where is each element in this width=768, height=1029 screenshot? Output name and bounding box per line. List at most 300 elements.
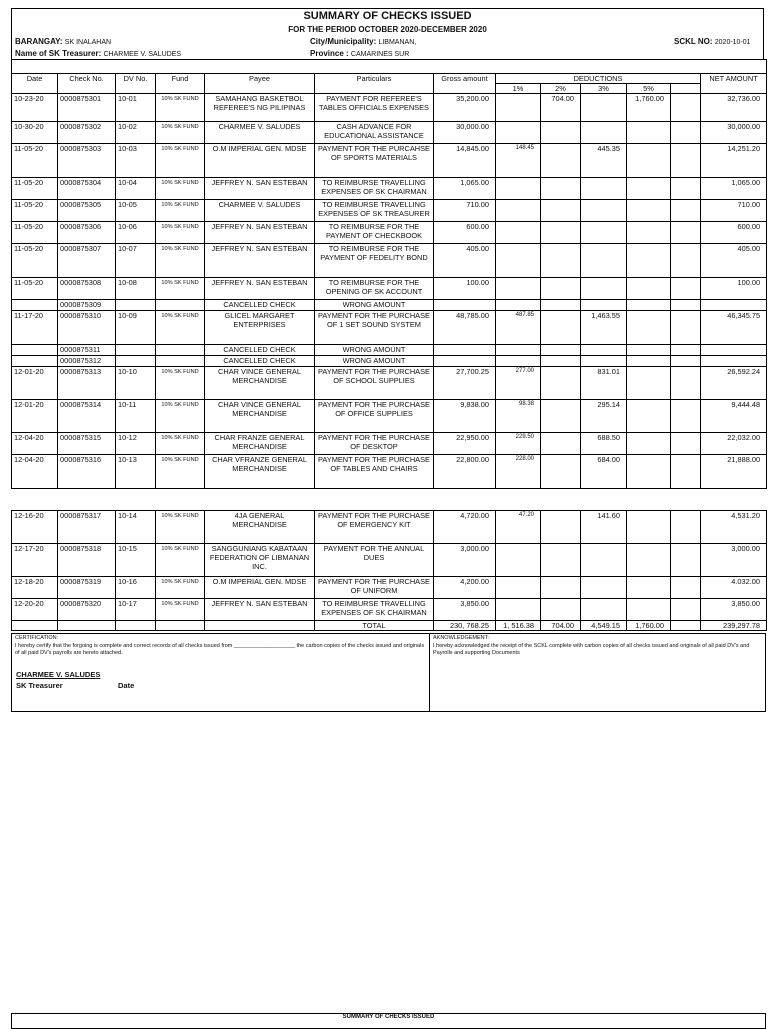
- cell-dv-no: 10-05: [116, 200, 156, 222]
- cell-fund: 10% SK FUND: [156, 577, 205, 599]
- cell-payee: CANCELLED CHECK: [205, 356, 315, 367]
- cell-deduction-blank: [671, 200, 701, 222]
- cell-date: 11-05-20: [12, 222, 58, 244]
- cell-deduction-5: [627, 222, 671, 244]
- cell-dv-no: 10-17: [116, 599, 156, 621]
- cell-net: 3,850.00: [701, 599, 767, 621]
- cell-deduction-3: [581, 345, 627, 356]
- cell-fund: 10% SK FUND: [156, 244, 205, 278]
- cell-deduction-2: [541, 178, 581, 200]
- col-d-blank: [671, 84, 701, 94]
- total-deduction-3: 4,549.15: [581, 621, 627, 631]
- cell-deduction-5: [627, 244, 671, 278]
- signatory-role: SK Treasurer: [16, 681, 63, 690]
- cell-deduction-1: [496, 599, 541, 621]
- cell-deduction-3: [581, 544, 627, 577]
- cell-net: 14,251.20: [701, 144, 767, 178]
- cell-check-no: 0000875305: [58, 200, 116, 222]
- cell-gross: 3,850.00: [434, 599, 496, 621]
- cell-deduction-blank: [671, 178, 701, 200]
- report-title: SUMMARY OF CHECKS ISSUED: [303, 10, 472, 22]
- total-blank: [156, 621, 205, 631]
- cell-deduction-2: [541, 367, 581, 400]
- cell-deduction-1: [496, 244, 541, 278]
- cell-deduction-5: [627, 356, 671, 367]
- cell-net: 26,592.24: [701, 367, 767, 400]
- cell-dv-no: 10-09: [116, 311, 156, 345]
- cell-dv-no: 10-03: [116, 144, 156, 178]
- cell-payee: JEFFREY N. SAN ESTEBAN: [205, 278, 315, 300]
- table-row: [12, 433, 767, 455]
- cell-fund: 10% SK FUND: [156, 400, 205, 433]
- cell-fund: 10% SK FUND: [156, 178, 205, 200]
- cell-payee: SANGGUNIANG KABATAAN FEDERATION OF LIBMANAN INC.: [205, 544, 315, 577]
- cell-gross: [434, 345, 496, 356]
- cell-deduction-3: [581, 178, 627, 200]
- cell-particulars: TO REIMBURSE FOR THE PAYMENT OF CHECKBOOK: [315, 222, 434, 244]
- cell-net: 32,736.00: [701, 94, 767, 122]
- cell-particulars: PAYMENT FOR THE PURCHASE OF EMERGENCY KIT: [315, 511, 434, 544]
- cell-fund: 10% SK FUND: [156, 311, 205, 345]
- cell-deduction-3: [581, 599, 627, 621]
- cell-fund: 10% SK FUND: [156, 94, 205, 122]
- barangay-label: BARANGAY:: [15, 37, 63, 46]
- acknowledgement-text: I hereby acknowledged the receipt of the SCKL complete with carbon copies of all checks issued and originals of all paid DV's and Payrolls and supporting Documents: [433, 643, 750, 656]
- cell-net: 3,000.00: [701, 544, 767, 577]
- table-row: [12, 311, 767, 345]
- cell-deduction-5: [627, 200, 671, 222]
- cell-check-no: 0000875319: [58, 577, 116, 599]
- cell-payee: JEFFREY N. SAN ESTEBAN: [205, 599, 315, 621]
- cell-payee: JEFFREY N. SAN ESTEBAN: [205, 178, 315, 200]
- cell-deduction-2: [541, 455, 581, 489]
- total-blank: [671, 621, 701, 631]
- cell-payee: O.M IMPERIAL GEN. MDSE: [205, 144, 315, 178]
- total-blank: [58, 621, 116, 631]
- col-date: Date: [12, 74, 58, 94]
- cell-deduction-3: [581, 94, 627, 122]
- cell-deduction-blank: [671, 356, 701, 367]
- table-row: [12, 122, 767, 144]
- cell-particulars: WRONG AMOUNT: [315, 356, 434, 367]
- cell-check-no: 0000875309: [58, 300, 116, 311]
- cell-deduction-2: [541, 577, 581, 599]
- table-row: [12, 455, 767, 489]
- cell-dv-no: 10-06: [116, 222, 156, 244]
- cell-check-no: 0000875304: [58, 178, 116, 200]
- province-line: [310, 49, 409, 58]
- cell-date: 11-05-20: [12, 144, 58, 178]
- cell-deduction-1: 277.00: [496, 367, 541, 400]
- cell-particulars: TO REIMBURSE FOR THE PAYMENT OF FEDELITY BOND: [315, 244, 434, 278]
- table-row: [12, 144, 767, 178]
- cell-date: 12-01-20: [12, 367, 58, 400]
- cell-particulars: CASH ADVANCE FOR EDUCATIONAL ASSISTANCE: [315, 122, 434, 144]
- treasurer-label: Name of SK Treasurer:: [15, 49, 102, 58]
- cell-deduction-blank: [671, 244, 701, 278]
- cell-deduction-2: [541, 244, 581, 278]
- cell-gross: 600.00: [434, 222, 496, 244]
- cell-deduction-1: [496, 300, 541, 311]
- cell-particulars: PAYMENT FOR REFEREE'S TABLES OFFICIALS EXPENSES: [315, 94, 434, 122]
- cell-date: 11-05-20: [12, 244, 58, 278]
- cell-deduction-2: [541, 144, 581, 178]
- sckl-line: [674, 37, 751, 46]
- cell-payee: CHARMEE V. SALUDES: [205, 122, 315, 144]
- total-label: TOTAL: [315, 621, 434, 631]
- cell-check-no: 0000875312: [58, 356, 116, 367]
- cell-date: 10-30-20: [12, 122, 58, 144]
- cell-particulars: PAYMENT FOR THE PURCHASE OF DESKTOP: [315, 433, 434, 455]
- table-row: [12, 300, 767, 311]
- cell-deduction-blank: [671, 511, 701, 544]
- cell-check-no: 0000875301: [58, 94, 116, 122]
- cell-date: 12-20-20: [12, 599, 58, 621]
- cell-deduction-2: [541, 311, 581, 345]
- cell-check-no: 0000875316: [58, 455, 116, 489]
- cell-payee: CHARMEE V. SALUDES: [205, 200, 315, 222]
- cell-fund: 10% SK FUND: [156, 200, 205, 222]
- cell-deduction-2: [541, 400, 581, 433]
- date-label: Date: [118, 681, 135, 690]
- cell-deduction-1: 229.50: [496, 433, 541, 455]
- cell-deduction-3: [581, 222, 627, 244]
- cell-deduction-2: [541, 300, 581, 311]
- header-box: [11, 8, 764, 60]
- col-deductions: DEDUCTIONS: [496, 74, 701, 84]
- cell-payee: 4JA GENERAL MERCHANDISE: [205, 511, 315, 544]
- cell-fund: 10% SK FUND: [156, 222, 205, 244]
- cell-deduction-5: [627, 178, 671, 200]
- cell-gross: 9,838.00: [434, 400, 496, 433]
- table-row: [12, 577, 767, 599]
- cell-deduction-1: [496, 222, 541, 244]
- cell-deduction-5: 1,760.00: [627, 94, 671, 122]
- cell-date: 10-23-20: [12, 94, 58, 122]
- cell-deduction-blank: [671, 367, 701, 400]
- cell-dv-no: 10-02: [116, 122, 156, 144]
- cell-fund: 10% SK FUND: [156, 144, 205, 178]
- cell-deduction-3: [581, 200, 627, 222]
- cell-deduction-2: [541, 433, 581, 455]
- cell-gross: 4,720.00: [434, 511, 496, 544]
- treasurer-line: [15, 49, 181, 58]
- total-row: [12, 621, 767, 631]
- col-fund: Fund: [156, 74, 205, 94]
- cell-date: 12-18-20: [12, 577, 58, 599]
- table-row: [12, 367, 767, 400]
- next-page-title: SUMMARY OF CHECKS ISSUED: [342, 1014, 435, 1020]
- cell-particulars: PAYMENT FOR THE ANNUAL DUES: [315, 544, 434, 577]
- cell-fund: 10% SK FUND: [156, 122, 205, 144]
- total-deduction-5: 1,760.00: [627, 621, 671, 631]
- cell-payee: CHAR VFRANZE GENERAL MERCHANDISE: [205, 455, 315, 489]
- cell-deduction-2: [541, 544, 581, 577]
- col-particulars: Particulars: [315, 74, 434, 94]
- cell-dv-no: 10-01: [116, 94, 156, 122]
- table-row: [12, 94, 767, 122]
- cell-gross: 48,785.00: [434, 311, 496, 345]
- cell-deduction-2: 704.00: [541, 94, 581, 122]
- cell-gross: 100.00: [434, 278, 496, 300]
- cell-fund: 10% SK FUND: [156, 455, 205, 489]
- cell-dv-no: 10-14: [116, 511, 156, 544]
- cell-deduction-1: [496, 94, 541, 122]
- cell-date: 11-05-20: [12, 178, 58, 200]
- cell-deduction-5: [627, 544, 671, 577]
- cell-date: 12-04-20: [12, 455, 58, 489]
- cell-deduction-blank: [671, 345, 701, 356]
- city-line: [310, 37, 416, 46]
- cell-payee: CHAR VINCE GENERAL MERCHANDISE: [205, 400, 315, 433]
- cell-deduction-3: [581, 122, 627, 144]
- cell-check-no: 0000875310: [58, 311, 116, 345]
- table-row: [12, 356, 767, 367]
- col-dv-no: DV No.: [116, 74, 156, 94]
- cell-net: 405.00: [701, 244, 767, 278]
- report-period: FOR THE PERIOD OCTOBER 2020-DECEMBER 2020: [288, 25, 487, 34]
- cell-deduction-blank: [671, 400, 701, 433]
- cell-net: [701, 356, 767, 367]
- cell-check-no: 0000875320: [58, 599, 116, 621]
- cell-deduction-5: [627, 599, 671, 621]
- cell-deduction-1: [496, 544, 541, 577]
- cell-deduction-blank: [671, 599, 701, 621]
- total-deduction-1: 1, 516.38: [496, 621, 541, 631]
- table-row: [12, 511, 767, 544]
- cell-dv-no: 10-08: [116, 278, 156, 300]
- table-row: [12, 222, 767, 244]
- table-row: [12, 599, 767, 621]
- cell-deduction-blank: [671, 577, 701, 599]
- cell-deduction-1: 148.45: [496, 144, 541, 178]
- cell-deduction-2: [541, 356, 581, 367]
- table-row: [12, 244, 767, 278]
- certification-text: I hereby certify that the forgoing is complete and correct records of all checks issued from ____________________ the carbon copies of the checks issued and originals of all paid DV's payrolls are hereto attached.: [15, 643, 425, 656]
- cell-deduction-1: [496, 345, 541, 356]
- cell-gross: 22,800.00: [434, 455, 496, 489]
- province-value: CAMARINES SUR: [350, 51, 410, 58]
- cell-particulars: PAYMENT FOR THE PURCHASE OF 1 SET SOUND SYSTEM: [315, 311, 434, 345]
- checks-table: [11, 59, 767, 489]
- cell-dv-no: [116, 356, 156, 367]
- cell-deduction-1: [496, 122, 541, 144]
- cell-dv-no: [116, 345, 156, 356]
- next-page-header: [11, 1013, 766, 1029]
- cell-deduction-blank: [671, 300, 701, 311]
- cell-deduction-5: [627, 577, 671, 599]
- cell-gross: [434, 356, 496, 367]
- col-d5: 5%: [627, 84, 671, 94]
- cell-gross: 1,065.00: [434, 178, 496, 200]
- col-gross: Gross amount: [434, 74, 496, 94]
- cell-check-no: 0000875302: [58, 122, 116, 144]
- total-blank: [116, 621, 156, 631]
- acknowledgement-label: AKNOWLEDGEMENT:: [433, 635, 489, 641]
- cell-payee: JEFFREY N. SAN ESTEBAN: [205, 222, 315, 244]
- cell-deduction-3: [581, 577, 627, 599]
- cell-deduction-3: 295.14: [581, 400, 627, 433]
- barangay-line: [15, 37, 111, 46]
- cell-deduction-3: 141.60: [581, 511, 627, 544]
- barangay-value: SK INALAHAN: [64, 39, 112, 46]
- cell-deduction-1: [496, 278, 541, 300]
- cell-deduction-1: [496, 200, 541, 222]
- cell-dv-no: 10-13: [116, 455, 156, 489]
- cell-particulars: PAYMENT FOR THE PURCHASE OF TABLES AND CHAIRS: [315, 455, 434, 489]
- cell-payee: CHAR VINCE GENERAL MERCHANDISE: [205, 367, 315, 400]
- cell-dv-no: 10-07: [116, 244, 156, 278]
- cell-gross: 27,700.25: [434, 367, 496, 400]
- cell-gross: 14,845.00: [434, 144, 496, 178]
- cell-fund: 10% SK FUND: [156, 367, 205, 400]
- sckl-label: SCKL NO:: [674, 37, 713, 46]
- city-label: City/Municipality:: [310, 37, 377, 46]
- cell-deduction-3: 688.50: [581, 433, 627, 455]
- cell-deduction-blank: [671, 278, 701, 300]
- table-row: [12, 345, 767, 356]
- cell-payee: GLICEL MARGARET ENTERPRISES: [205, 311, 315, 345]
- cell-deduction-5: [627, 400, 671, 433]
- cell-deduction-2: [541, 345, 581, 356]
- cell-deduction-blank: [671, 455, 701, 489]
- col-payee: Payee: [205, 74, 315, 94]
- table-row: [12, 400, 767, 433]
- table-row: [12, 200, 767, 222]
- cell-deduction-1: [496, 577, 541, 599]
- cell-deduction-2: [541, 599, 581, 621]
- cell-deduction-2: [541, 278, 581, 300]
- certification-box: [11, 633, 430, 712]
- cell-deduction-blank: [671, 222, 701, 244]
- cell-dv-no: 10-04: [116, 178, 156, 200]
- cell-fund: [156, 356, 205, 367]
- cell-date: 11-05-20: [12, 278, 58, 300]
- cell-fund: 10% SK FUND: [156, 599, 205, 621]
- treasurer-value: CHARMEE V. SALUDES: [103, 51, 182, 58]
- cell-fund: 10% SK FUND: [156, 544, 205, 577]
- cell-deduction-1: 487.85: [496, 311, 541, 345]
- cell-check-no: 0000875311: [58, 345, 116, 356]
- certification-label: CERTIFICATION:: [15, 635, 59, 641]
- cell-dv-no: [116, 300, 156, 311]
- cell-payee: JEFFREY N. SAN ESTEBAN: [205, 244, 315, 278]
- table-row: [12, 178, 767, 200]
- cell-deduction-5: [627, 278, 671, 300]
- total-net: 239,297.78: [701, 621, 767, 631]
- cell-fund: 10% SK FUND: [156, 278, 205, 300]
- cell-fund: [156, 345, 205, 356]
- cell-net: 100.00: [701, 278, 767, 300]
- cell-gross: 30,000.00: [434, 122, 496, 144]
- cell-deduction-3: [581, 300, 627, 311]
- signatory-name: CHARMEE V. SALUDES: [16, 670, 101, 679]
- cell-deduction-blank: [671, 311, 701, 345]
- cell-deduction-blank: [671, 433, 701, 455]
- cell-check-no: 0000875306: [58, 222, 116, 244]
- cell-deduction-blank: [671, 122, 701, 144]
- cell-deduction-2: [541, 511, 581, 544]
- total-blank: [205, 621, 315, 631]
- cell-date: [12, 300, 58, 311]
- cell-payee: CHAR FRANZE GENERAL MERCHANDISE: [205, 433, 315, 455]
- cell-particulars: WRONG AMOUNT: [315, 345, 434, 356]
- col-d2: 2%: [541, 84, 581, 94]
- cell-deduction-1: 228.00: [496, 455, 541, 489]
- cell-payee: CANCELLED CHECK: [205, 300, 315, 311]
- checks-table-continued: [11, 510, 767, 631]
- cell-deduction-5: [627, 311, 671, 345]
- cell-deduction-3: 831.01: [581, 367, 627, 400]
- cell-date: 12-16-20: [12, 511, 58, 544]
- cell-deduction-1: 98.38: [496, 400, 541, 433]
- cell-check-no: 0000875308: [58, 278, 116, 300]
- total-blank: [12, 621, 58, 631]
- cell-gross: 405.00: [434, 244, 496, 278]
- acknowledgement-box: [429, 633, 766, 712]
- cell-check-no: 0000875317: [58, 511, 116, 544]
- cell-particulars: TO REIMBURSE TRAVELLING EXPENSES OF SK TREASURER: [315, 200, 434, 222]
- cell-deduction-5: [627, 433, 671, 455]
- col-net: NET AMOUNT: [701, 74, 767, 94]
- cell-deduction-5: [627, 367, 671, 400]
- cell-deduction-1: [496, 356, 541, 367]
- cell-particulars: PAYMENT FOR THE PURCHASE OF UNIFORM: [315, 577, 434, 599]
- cell-date: 12-17-20: [12, 544, 58, 577]
- cell-check-no: 0000875314: [58, 400, 116, 433]
- cell-deduction-3: 684.00: [581, 455, 627, 489]
- cell-net: 4,531.20: [701, 511, 767, 544]
- cell-deduction-2: [541, 200, 581, 222]
- cell-particulars: TO REIMBURSE TRAVELLING EXPENSES OF SK CHAIRMAN: [315, 599, 434, 621]
- cell-deduction-2: [541, 222, 581, 244]
- city-value: LIBMANAN,: [378, 39, 417, 46]
- cell-payee: SAMAHANG BASKETBOL REFEREE'S NG PILIPINAS: [205, 94, 315, 122]
- cell-net: 4.032.00: [701, 577, 767, 599]
- cell-net: 600.00: [701, 222, 767, 244]
- cell-dv-no: 10-11: [116, 400, 156, 433]
- cell-gross: [434, 300, 496, 311]
- cell-deduction-1: 47.20: [496, 511, 541, 544]
- cell-deduction-blank: [671, 544, 701, 577]
- cell-deduction-5: [627, 511, 671, 544]
- cell-check-no: 0000875303: [58, 144, 116, 178]
- cell-net: 21,888.00: [701, 455, 767, 489]
- cell-fund: [156, 300, 205, 311]
- cell-dv-no: 10-15: [116, 544, 156, 577]
- cell-dv-no: 10-16: [116, 577, 156, 599]
- cell-deduction-3: [581, 278, 627, 300]
- cell-check-no: 0000875318: [58, 544, 116, 577]
- cell-net: 30,000.00: [701, 122, 767, 144]
- cell-deduction-3: [581, 244, 627, 278]
- cell-net: 9,444.48: [701, 400, 767, 433]
- cell-payee: CANCELLED CHECK: [205, 345, 315, 356]
- cell-deduction-5: [627, 300, 671, 311]
- cell-deduction-3: 445.35: [581, 144, 627, 178]
- cell-date: 12-04-20: [12, 433, 58, 455]
- cell-deduction-2: [541, 122, 581, 144]
- cell-date: 11-17-20: [12, 311, 58, 345]
- cell-check-no: 0000875315: [58, 433, 116, 455]
- cell-net: 46,345.75: [701, 311, 767, 345]
- cell-deduction-5: [627, 144, 671, 178]
- cell-gross: 35,200.00: [434, 94, 496, 122]
- cell-gross: 4,200.00: [434, 577, 496, 599]
- cell-deduction-5: [627, 345, 671, 356]
- cell-dv-no: 10-10: [116, 367, 156, 400]
- cell-gross: 3,000.00: [434, 544, 496, 577]
